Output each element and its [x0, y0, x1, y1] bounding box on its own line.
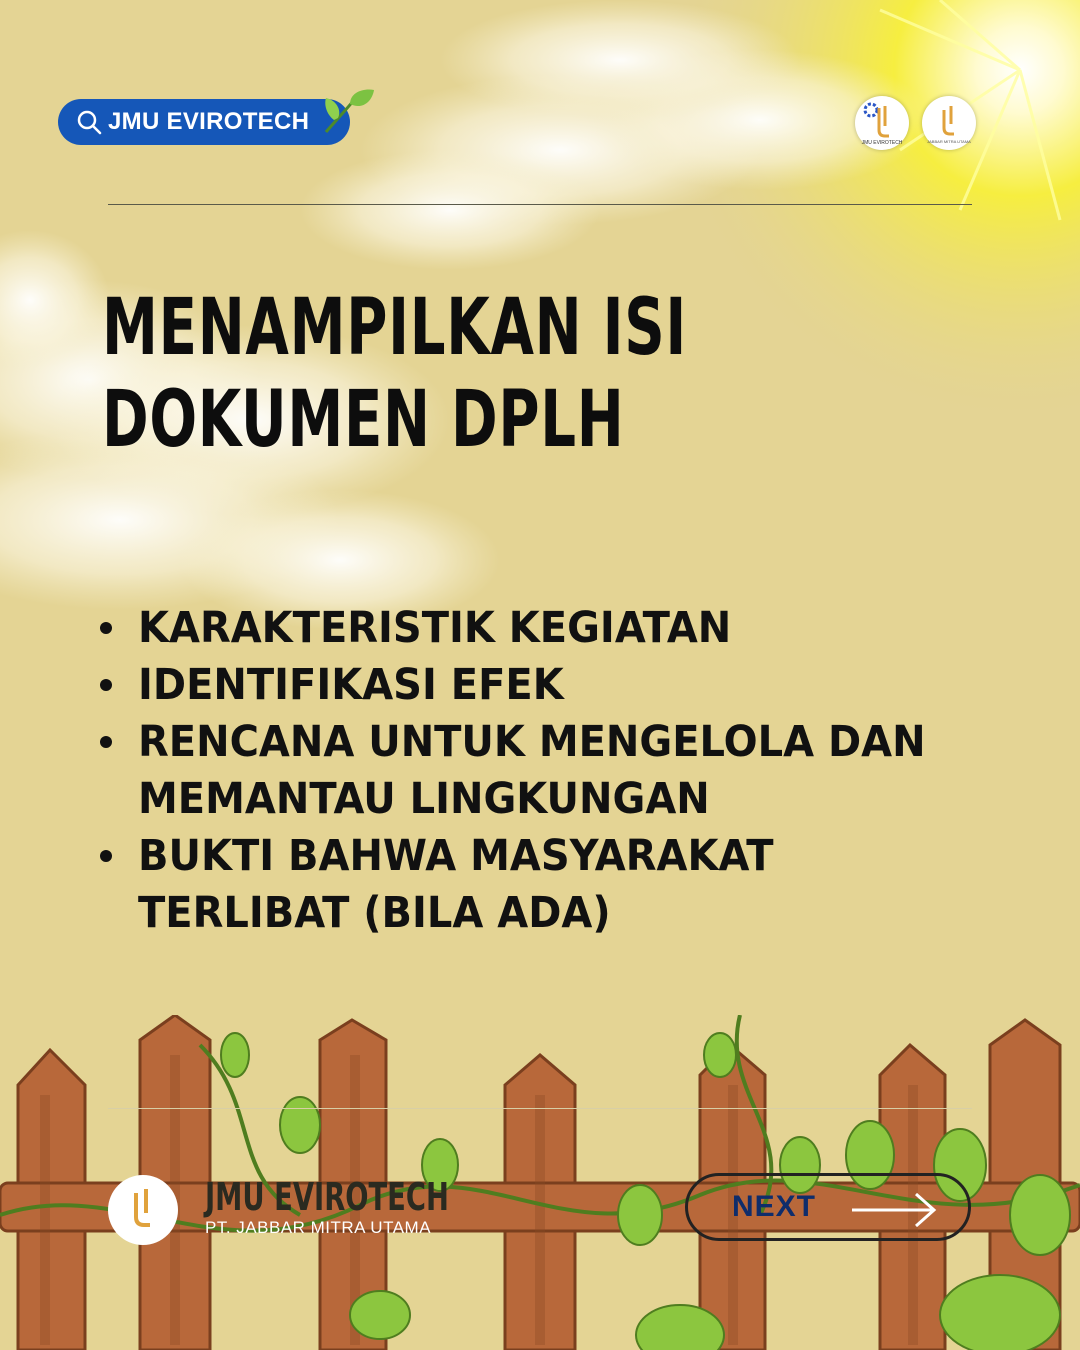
- bullet-icon: [100, 736, 112, 748]
- list-item: RENCANA UNTUK MENGELOLA DAN MEMANTAU LINGKUNGAN: [96, 714, 996, 828]
- arrow-right-icon: [850, 1190, 940, 1230]
- top-divider: [108, 204, 972, 205]
- bullet-icon: [100, 622, 112, 634]
- footer-logo: [108, 1175, 178, 1245]
- bottom-divider: [108, 1108, 972, 1109]
- bullet-icon: [100, 679, 112, 691]
- search-icon: [76, 109, 102, 135]
- logo-jmu-evirotech: [855, 96, 909, 150]
- logo-jabbar-mitra-utama: [922, 96, 976, 150]
- footer-brand-subtitle: PT. JABBAR MITRA UTAMA: [205, 1218, 432, 1237]
- bullet-icon: [100, 850, 112, 862]
- brand-search-label: JMU EVIROTECH: [108, 108, 310, 135]
- list-item: KARAKTERISTIK KEGIATAN: [96, 600, 996, 657]
- logo-primary-caption: JMU EVIROTECH: [861, 140, 903, 146]
- page-title: MENAMPILKAN ISI DOKUMEN DPLH: [102, 283, 688, 465]
- content-list: [96, 600, 996, 942]
- next-button-label: NEXT: [732, 1190, 817, 1223]
- list-item: IDENTIFIKASI EFEK: [96, 657, 996, 714]
- logo-secondary-caption: JABBAR MITRA UTAMA: [927, 139, 971, 144]
- brand-search-pill[interactable]: [58, 99, 350, 145]
- leaf-icon: [320, 88, 378, 136]
- next-button[interactable]: [685, 1173, 971, 1241]
- footer-brand-name: JMU EVIROTECH: [205, 1175, 449, 1219]
- list-item: BUKTI BAHWA MASYARAKAT TERLIBAT (BILA ADA): [96, 828, 996, 942]
